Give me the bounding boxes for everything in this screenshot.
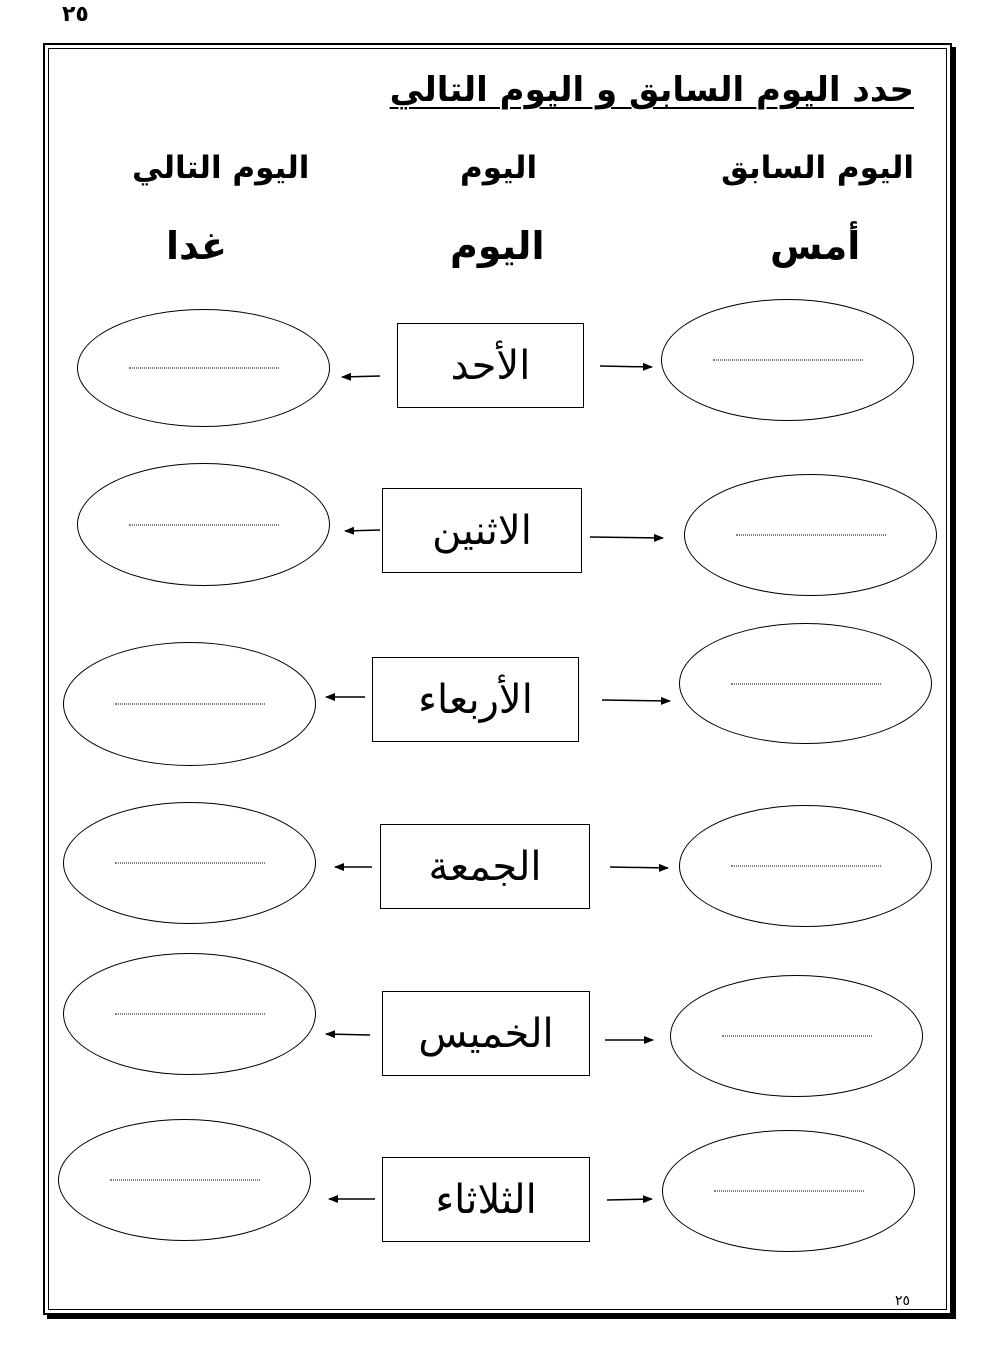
day-name: الخميس <box>418 1010 554 1057</box>
day-name: الاثنين <box>432 507 532 554</box>
day-name: الأحد <box>450 342 531 389</box>
day-name: الجمعة <box>428 843 542 890</box>
label-tomorrow: غدا <box>166 224 227 268</box>
arrow-to-next-day-icon <box>342 376 380 377</box>
arrow-to-previous-day-icon <box>607 1199 652 1200</box>
arrow-to-previous-day-icon <box>602 700 670 701</box>
label-today: اليوم <box>450 224 545 268</box>
day-name: الثلاثاء <box>435 1176 537 1223</box>
page-number-top: ٢٥ <box>62 2 89 27</box>
day-name: الأربعاء <box>418 676 533 723</box>
arrow-to-next-day-icon <box>326 1034 370 1035</box>
header-next-day: اليوم التالي <box>132 150 310 186</box>
header-current-day: اليوم <box>460 150 538 186</box>
arrow-to-previous-day-icon <box>590 537 663 538</box>
header-previous-day: اليوم السابق <box>721 150 914 186</box>
label-yesterday: أمس <box>770 224 861 268</box>
worksheet-title: حدد اليوم السابق و اليوم التالي <box>389 70 914 110</box>
arrow-to-previous-day-icon <box>600 366 652 367</box>
arrow-to-next-day-icon <box>345 530 380 531</box>
arrow-to-previous-day-icon <box>610 867 668 868</box>
page-number-bottom: ٢٥ <box>895 1293 911 1309</box>
